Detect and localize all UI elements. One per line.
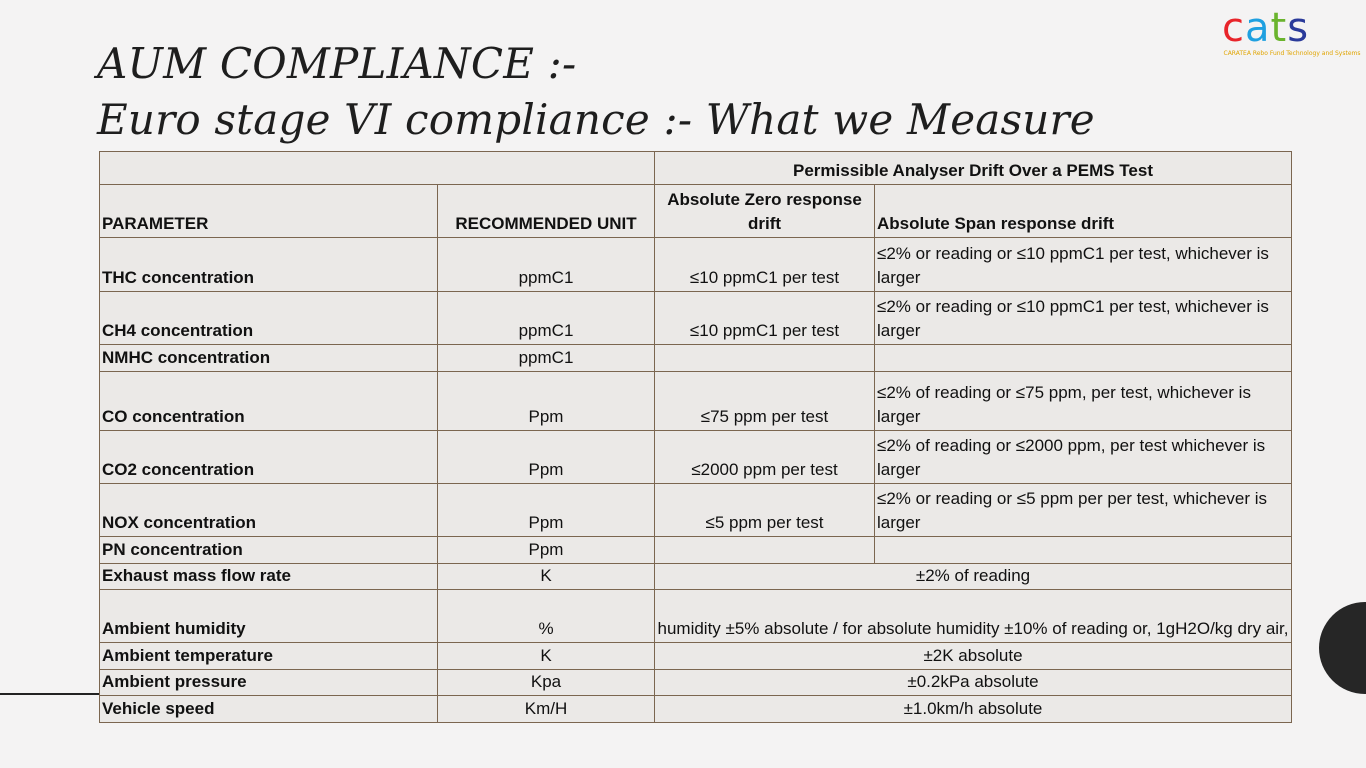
drift-cell: humidity ±5% absolute / for absolute humidity ±10% of reading or, 1gH2O/kg dry air, xyxy=(655,590,1292,643)
table-row xyxy=(100,643,1292,670)
unit-cell: Km/H xyxy=(438,696,655,723)
compliance-table xyxy=(99,151,1292,723)
unit-cell: ppmC1 xyxy=(438,345,655,372)
table-row xyxy=(100,670,1292,696)
zero-drift-cell: ≤10 ppmC1 per test xyxy=(655,238,875,292)
table-row xyxy=(100,431,1292,484)
span-drift-cell: ≤2% or reading or ≤5 ppm per per test, whichever is larger xyxy=(875,484,1292,537)
column-header-unit: RECOMMENDED UNIT xyxy=(438,185,655,238)
logo-letter-a: a xyxy=(1245,5,1271,51)
param-cell: PN concentration xyxy=(100,537,438,564)
cats-logo xyxy=(1222,6,1362,58)
drift-cell: ±2% of reading xyxy=(655,564,1292,590)
param-cell: NMHC concentration xyxy=(100,345,438,372)
decorative-circle xyxy=(1319,602,1366,694)
group-header-cell: Permissible Analyser Drift Over a PEMS Test xyxy=(655,152,1292,185)
span-drift-cell: ≤2% of reading or ≤2000 ppm, per test whichever is larger xyxy=(875,431,1292,484)
drift-cell: ±1.0km/h absolute xyxy=(655,696,1292,723)
logo-letter-c: c xyxy=(1222,5,1245,51)
table-row xyxy=(100,564,1292,590)
param-cell: NOX concentration xyxy=(100,484,438,537)
logo-letters xyxy=(1222,6,1362,50)
param-cell: CH4 concentration xyxy=(100,292,438,345)
empty-header-cell xyxy=(100,152,655,185)
drift-cell: ±2K absolute xyxy=(655,643,1292,670)
table-row xyxy=(100,484,1292,537)
unit-cell: K xyxy=(438,643,655,670)
param-cell: CO concentration xyxy=(100,372,438,431)
table-header-row xyxy=(100,185,1292,238)
param-cell: Exhaust mass flow rate xyxy=(100,564,438,590)
zero-drift-cell: ≤5 ppm per test xyxy=(655,484,875,537)
column-header-zero-drift: Absolute Zero response drift xyxy=(655,185,875,238)
unit-cell: Ppm xyxy=(438,372,655,431)
table-row xyxy=(100,372,1292,431)
unit-cell: Ppm xyxy=(438,537,655,564)
param-cell: CO2 concentration xyxy=(100,431,438,484)
table-row xyxy=(100,238,1292,292)
decorative-line xyxy=(0,693,100,695)
param-cell: Ambient humidity xyxy=(100,590,438,643)
unit-cell: Ppm xyxy=(438,484,655,537)
zero-drift-cell xyxy=(655,537,875,564)
table-row xyxy=(100,590,1292,643)
param-cell: Ambient temperature xyxy=(100,643,438,670)
span-drift-cell: ≤2% of reading or ≤75 ppm, per test, whichever is larger xyxy=(875,372,1292,431)
param-cell: THC concentration xyxy=(100,238,438,292)
span-drift-cell: ≤2% or reading or ≤10 ppmC1 per test, whichever is larger xyxy=(875,292,1292,345)
logo-letter-s: s xyxy=(1287,5,1310,51)
logo-tagline: CARATEA Rebo Fund Technology and Systems xyxy=(1223,50,1361,57)
column-header-parameter: PARAMETER xyxy=(100,185,438,238)
logo-letter-t: t xyxy=(1270,5,1288,51)
unit-cell: ppmC1 xyxy=(438,238,655,292)
unit-cell: K xyxy=(438,564,655,590)
column-header-span-drift: Absolute Span response drift xyxy=(875,185,1292,238)
unit-cell: Kpa xyxy=(438,670,655,696)
drift-cell: ±0.2kPa absolute xyxy=(655,670,1292,696)
title-line-2: Euro stage VI compliance :- What we Measure xyxy=(97,95,1095,144)
table-row xyxy=(100,537,1292,564)
span-drift-cell xyxy=(875,345,1292,372)
zero-drift-cell xyxy=(655,345,875,372)
unit-cell: ppmC1 xyxy=(438,292,655,345)
span-drift-cell xyxy=(875,537,1292,564)
zero-drift-cell: ≤2000 ppm per test xyxy=(655,431,875,484)
param-cell: Vehicle speed xyxy=(100,696,438,723)
span-drift-cell: ≤2% or reading or ≤10 ppmC1 per test, whichever is larger xyxy=(875,238,1292,292)
table-row xyxy=(100,345,1292,372)
table-group-header-row xyxy=(100,152,1292,185)
table-row xyxy=(100,696,1292,723)
param-cell: Ambient pressure xyxy=(100,670,438,696)
unit-cell: Ppm xyxy=(438,431,655,484)
zero-drift-cell: ≤10 ppmC1 per test xyxy=(655,292,875,345)
table-row xyxy=(100,292,1292,345)
title-line-1: AUM COMPLIANCE :- xyxy=(97,39,577,88)
zero-drift-cell: ≤75 ppm per test xyxy=(655,372,875,431)
unit-cell: % xyxy=(438,590,655,643)
slide-title xyxy=(97,36,1095,148)
